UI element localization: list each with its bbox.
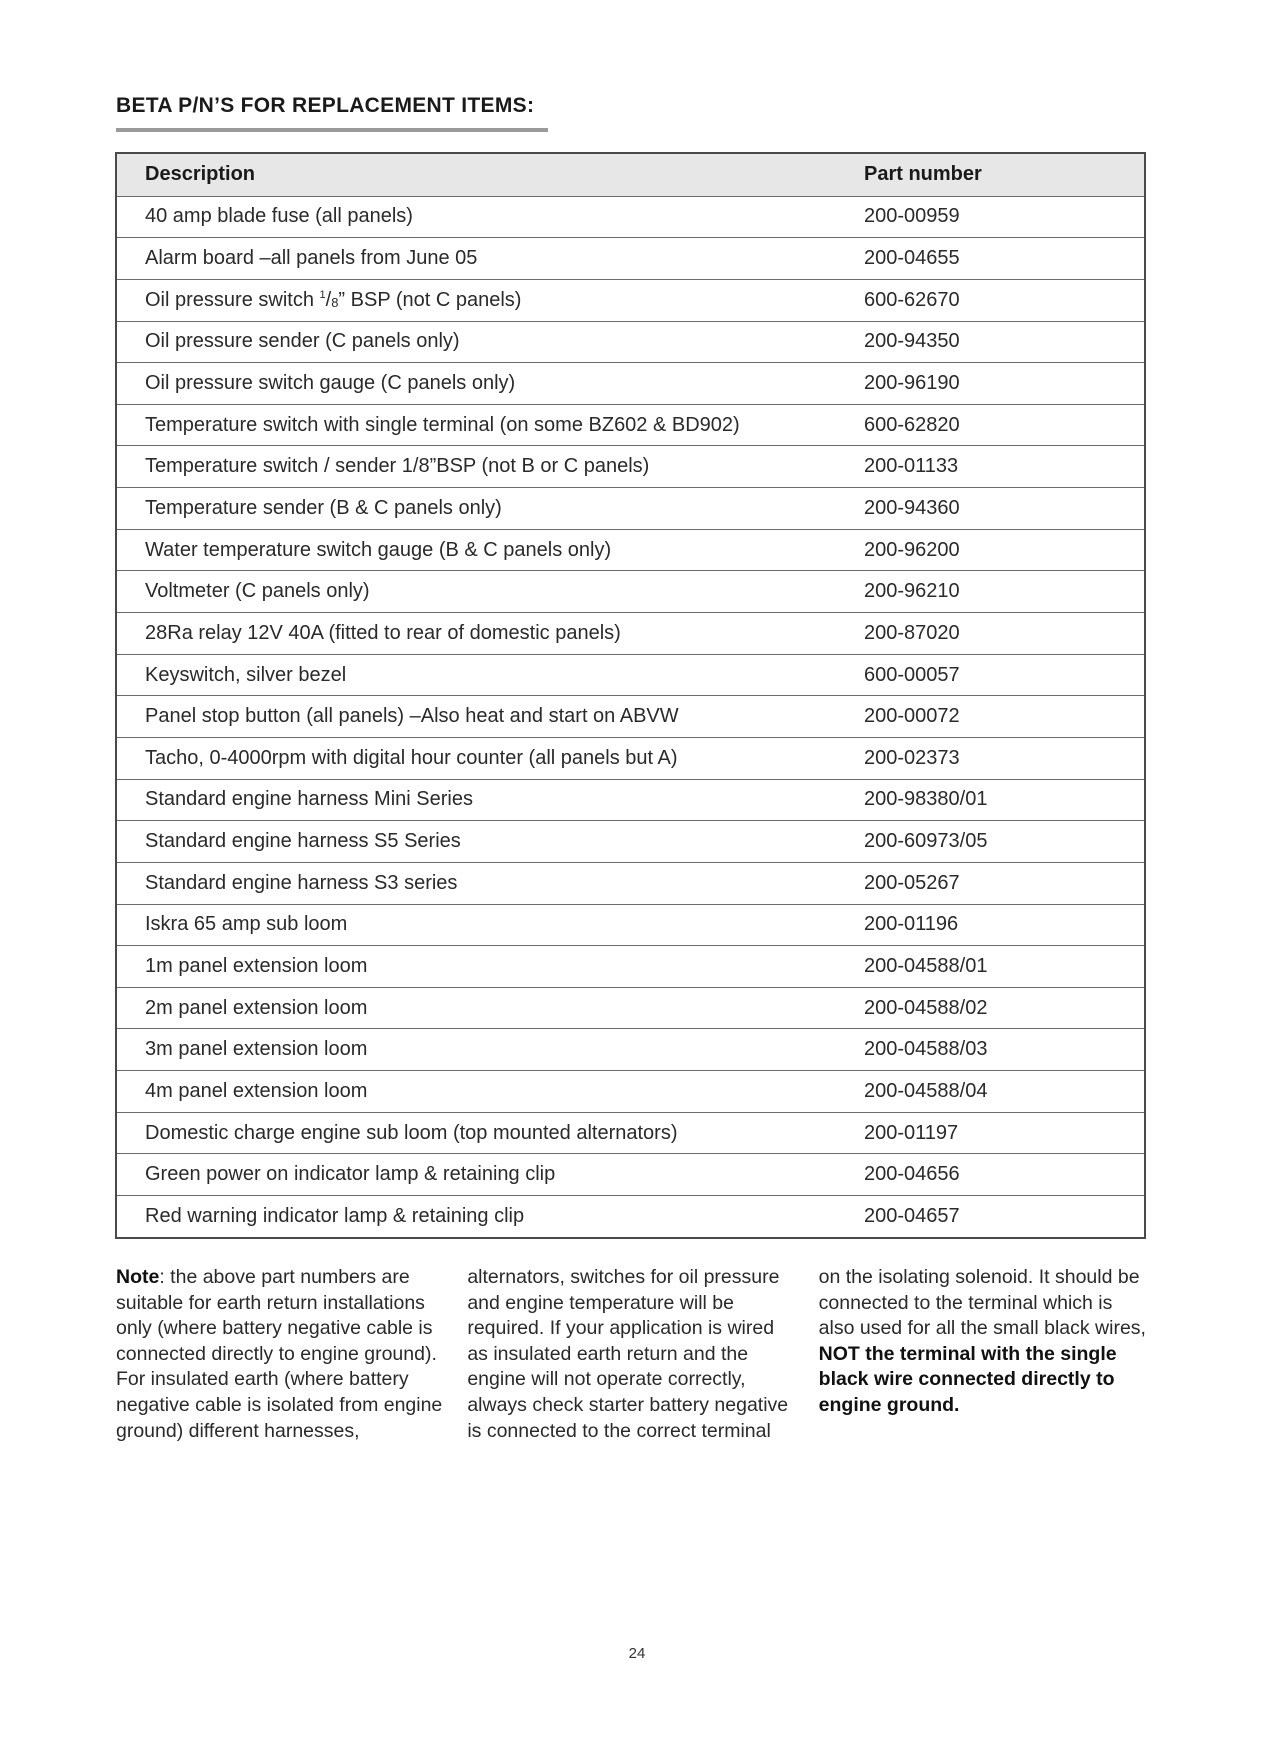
note-column-2 — [467, 1265, 795, 1444]
table-row — [117, 237, 1144, 279]
note-text-1: : the above part numbers are suitable for earth return installations only (where battery negative cable is connected directly to engine ground). For insulated earth (where battery negative cable is isolated from engine ground) different harnesses, — [116, 1266, 443, 1442]
note-section — [116, 1265, 1147, 1444]
part-number: 200-04655 — [864, 247, 960, 270]
note-text-2: alternators, switches for oil pressure and engine temperature will be required. If your application is wired as insulated earth return and the engine will not operate correctly, always check starter battery negative is connected to the correct terminal — [467, 1266, 789, 1442]
column-header-description: Description — [145, 163, 256, 186]
part-number: 200-94350 — [864, 330, 960, 353]
part-description: Temperature sender (B & C panels only) — [145, 496, 502, 519]
note-column-3 — [819, 1265, 1147, 1444]
replacement-parts-table — [115, 152, 1146, 1239]
part-description: Alarm board –all panels from June 05 — [145, 247, 478, 270]
part-description: Oil pressure switch gauge (C panels only) — [145, 372, 516, 395]
part-description: 1m panel extension loom — [145, 954, 368, 977]
part-description: Green power on indicator lamp & retaining clip — [145, 1163, 556, 1186]
note-text-3: on the isolating solenoid. It should be connected to the terminal which is also used for all the small black wires, — [818, 1266, 1146, 1340]
part-number: 200-98380/01 — [864, 788, 988, 811]
part-description: 3m panel extension loom — [145, 1038, 368, 1061]
part-number: 200-04588/03 — [864, 1038, 988, 1061]
part-number: 200-04657 — [864, 1204, 960, 1227]
part-number: 200-96190 — [864, 372, 960, 395]
part-description: 40 amp blade fuse (all panels) — [145, 205, 413, 228]
table-row — [117, 654, 1144, 696]
column-header-part-number: Part number — [864, 163, 982, 186]
note-label: Note — [116, 1266, 160, 1288]
table-row — [117, 695, 1144, 737]
part-number: 200-87020 — [864, 621, 960, 644]
note-warning: NOT the terminal with the single black wire connected directly to engine ground. — [818, 1342, 1117, 1416]
part-number: 600-00057 — [864, 663, 960, 686]
table-row — [117, 404, 1144, 446]
table-row — [117, 612, 1144, 654]
part-number: 200-96200 — [864, 538, 960, 561]
part-number: 200-60973/05 — [864, 830, 988, 853]
table-header-row — [117, 154, 1144, 196]
table-row — [117, 987, 1144, 1029]
table-row — [117, 945, 1144, 987]
part-description: Voltmeter (C panels only) — [145, 580, 370, 603]
part-number: 200-04656 — [864, 1163, 960, 1186]
table-row — [117, 779, 1144, 821]
part-number: 200-00959 — [864, 205, 960, 228]
section-heading: BETA P/N’S FOR REPLACEMENT ITEMS: — [116, 94, 535, 117]
part-number: 200-05267 — [864, 871, 960, 894]
part-description: 28Ra relay 12V 40A (fitted to rear of domestic panels) — [145, 621, 621, 644]
table-row — [117, 862, 1144, 904]
part-description: Standard engine harness S5 Series — [145, 830, 461, 853]
part-description: Water temperature switch gauge (B & C panels only) — [145, 538, 612, 561]
table-row — [117, 737, 1144, 779]
part-description: Temperature switch / sender 1/8”BSP (not B or C panels) — [145, 455, 650, 478]
part-number: 200-01197 — [864, 1121, 959, 1144]
part-description: Domestic charge engine sub loom (top mounted alternators) — [145, 1121, 678, 1144]
table-row — [117, 279, 1144, 321]
part-number: 200-02373 — [864, 746, 960, 769]
part-number: 600-62820 — [864, 413, 960, 436]
table-row — [117, 445, 1144, 487]
table-row — [117, 362, 1144, 404]
table-row — [117, 1153, 1144, 1195]
table-row — [117, 820, 1144, 862]
table-row — [117, 1028, 1144, 1070]
part-number: 200-04588/04 — [864, 1079, 988, 1102]
part-number: 200-96210 — [864, 580, 960, 603]
table-row — [117, 570, 1144, 612]
part-number: 600-62670 — [864, 288, 960, 311]
part-number: 200-04588/02 — [864, 996, 988, 1019]
part-number: 200-01133 — [864, 455, 959, 478]
table-row — [117, 529, 1144, 571]
table-row — [117, 1112, 1144, 1154]
part-description: Keyswitch, silver bezel — [145, 663, 347, 686]
table-row — [117, 1070, 1144, 1112]
part-description: Iskra 65 amp sub loom — [145, 913, 348, 936]
part-description: Temperature switch with single terminal (on some BZ602 & BD902) — [145, 413, 740, 436]
page-number: 24 — [628, 1645, 646, 1662]
part-description: 4m panel extension loom — [145, 1079, 368, 1102]
part-number: 200-04588/01 — [864, 954, 988, 977]
part-number: 200-94360 — [864, 496, 960, 519]
part-description: Tacho, 0-4000rpm with digital hour counter (all panels but A) — [145, 746, 678, 769]
part-description: Standard engine harness S3 series — [145, 871, 458, 894]
part-number: 200-00072 — [864, 705, 960, 728]
part-description: Standard engine harness Mini Series — [145, 788, 473, 811]
part-description: Panel stop button (all panels) –Also heat and start on ABVW — [145, 705, 679, 728]
heading-underline — [116, 128, 548, 132]
part-number: 200-01196 — [864, 913, 959, 936]
note-column-1 — [116, 1265, 444, 1444]
part-description: Oil pressure sender (C panels only) — [145, 330, 460, 353]
part-description: Red warning indicator lamp & retaining clip — [145, 1204, 525, 1227]
table-row — [117, 1195, 1144, 1237]
table-row — [117, 487, 1144, 529]
part-description: Oil pressure switch $^1/_8$” BSP (not C panels) — [145, 288, 522, 311]
table-row — [117, 321, 1144, 363]
part-description: 2m panel extension loom — [145, 996, 368, 1019]
table-row — [117, 196, 1144, 238]
table-row — [117, 904, 1144, 946]
